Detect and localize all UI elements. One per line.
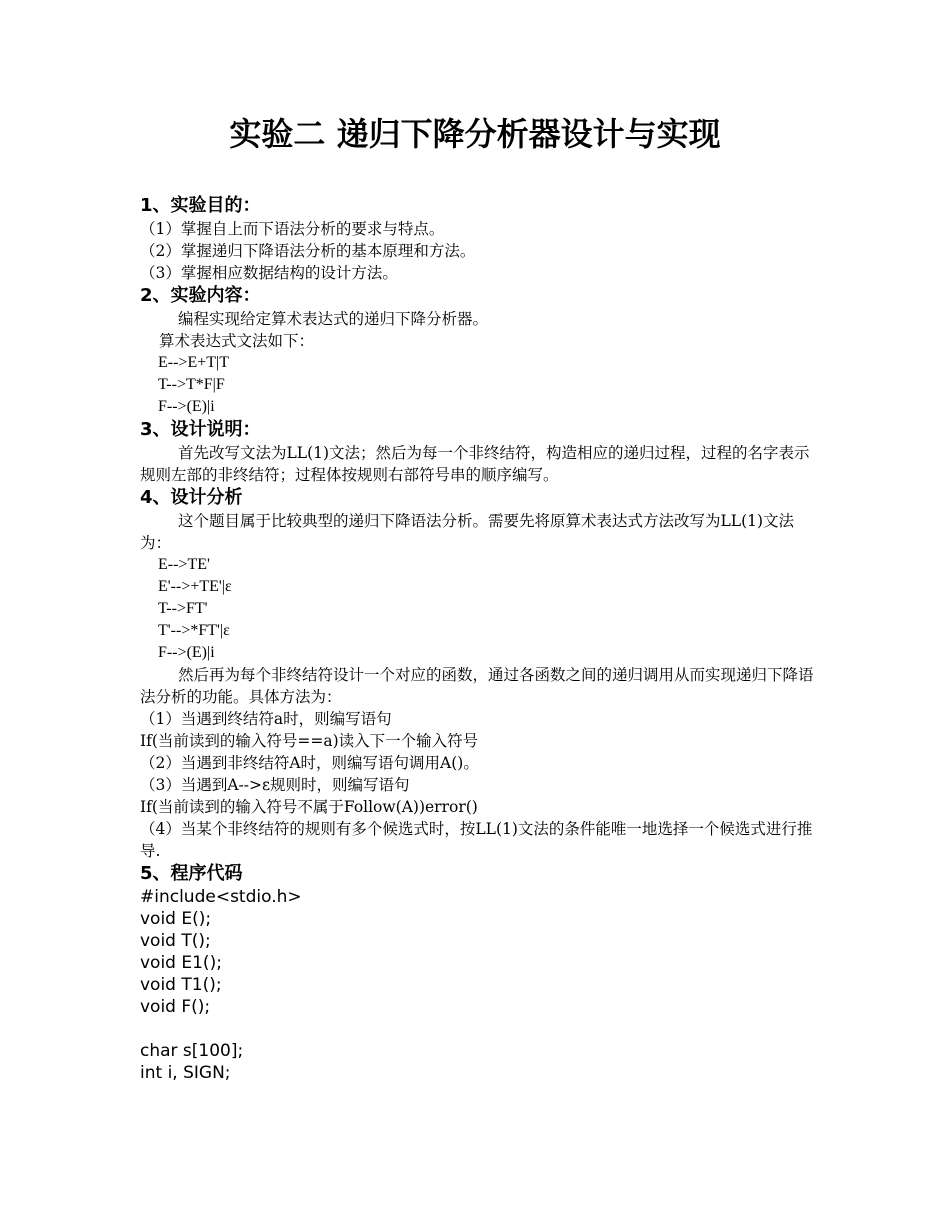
code-blank-line (140, 1018, 815, 1040)
section-4-heading: 4、设计分析 (140, 487, 243, 508)
method-step: （3）当遇到A-->ε规则时，则编写语句 (140, 776, 410, 794)
code-line: void T1(); (140, 975, 222, 995)
code-line: void F(); (140, 997, 211, 1017)
section-2-heading: 2、实验内容： (140, 285, 261, 306)
objective-item: （1）掌握自上而下语法分析的要求与特点。 (140, 220, 445, 238)
grammar-rule: T-->T*F|F (158, 376, 225, 393)
method-step: If(当前读到的输入符号==a)读入下一个输入符号 (140, 732, 479, 750)
design-description: 首先改写文法为LL(1)文法；然后为每一个非终结符，构造相应的递归过程，过程的名字表示规则左部的非终结符；过程体按规则右部符号串的顺序编写。 (140, 444, 810, 484)
ll1-grammar-rule: T'-->*FT'|ε (158, 622, 230, 639)
method-step: （2）当遇到非终结符A时，则编写语句调用A()。 (140, 754, 479, 772)
ll1-grammar-rule: E-->TE' (158, 556, 210, 573)
ll1-grammar-rule: F-->(E)|i (158, 644, 215, 661)
grammar-label: 算术表达式文法如下： (159, 332, 315, 350)
grammar-rule: F-->(E)|i (158, 398, 215, 415)
document-body (140, 194, 815, 1084)
method-intro: 然后再为每个非终结符设计一个对应的函数，通过各函数之间的递归调用从而实现递归下降语法分析的功能。具体方法为： (140, 666, 814, 706)
content-intro: 编程实现给定算术表达式的递归下降分析器。 (178, 310, 489, 328)
method-step: If(当前读到的输入符号不属于Follow(A))error() (140, 798, 478, 816)
method-step: （4）当某个非终结符的规则有多个候选式时，按LL(1)文法的条件能唯一地选择一个候选式进行推导. (140, 820, 813, 860)
section-1-heading: 1、实验目的： (140, 195, 261, 216)
analysis-intro: 这个题目属于比较典型的递归下降语法分析。需要先将原算术表达式方法改写为LL(1)文法为： (140, 512, 795, 552)
section-3-heading: 3、设计说明： (140, 419, 261, 440)
code-line: void E1(); (140, 953, 222, 973)
method-step: （1）当遇到终结符a时，则编写语句 (140, 710, 392, 728)
code-line: int i, SIGN; (140, 1063, 231, 1083)
section-5-heading: 5、程序代码 (140, 863, 243, 884)
objective-item: （3）掌握相应数据结构的设计方法。 (140, 264, 398, 282)
code-line: char s[100]; (140, 1041, 244, 1061)
objective-item: （2）掌握递归下降语法分析的基本原理和方法。 (140, 242, 476, 260)
code-line: #include<stdio.h> (140, 887, 302, 907)
grammar-rule: E-->E+T|T (158, 354, 229, 371)
document-title: 实验二 递归下降分析器设计与实现 (229, 115, 721, 153)
code-line: void E(); (140, 909, 212, 929)
code-line: void T(); (140, 931, 211, 951)
ll1-grammar-rule: T-->FT' (158, 600, 208, 617)
ll1-grammar-rule: E'-->+TE'|ε (158, 578, 232, 595)
